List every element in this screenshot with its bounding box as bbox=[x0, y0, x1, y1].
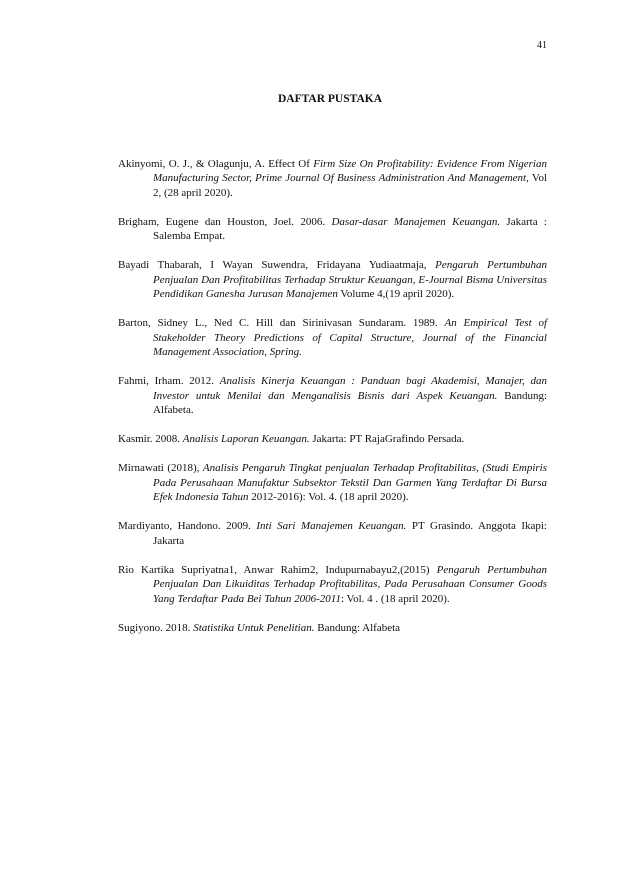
reference-entry bbox=[118, 157, 547, 200]
reference-entry bbox=[118, 461, 547, 504]
reference-title: Pengaruh Pertumbuhan Penjualan Dan Likuiditas Terhadap Profitabilitas, Pada Perusahaan Consumer Goods Yang Terdaftar Pada Bei Tahun 2006-2011 bbox=[153, 563, 547, 605]
reference-title: Analisis Laporan Keuangan. bbox=[182, 433, 310, 446]
reference-text: Akinyomi, O. J., & Olagunju, A. Effect Of bbox=[118, 158, 314, 170]
reference-text: Jakarta: PT RajaGrafindo Persada. bbox=[309, 433, 465, 446]
reference-title: Statistika Untuk Penelitian. bbox=[193, 621, 315, 634]
reference-title: Dasar-dasar Manajemen Keuangan. bbox=[331, 215, 501, 228]
reference-text: Bayadi Thabarah, I Wayan Suwendra, Fridayana Yudiaatmaja, bbox=[118, 259, 436, 272]
reference-text: Rio Kartika Supriyatna1, Anwar Rahim2, Indupurnabayu2,(2015) bbox=[118, 563, 437, 576]
reference-text: Fahmi, Irham. 2012. bbox=[118, 375, 220, 388]
reference-title: An Empirical Test of Stakeholder Theory Predictions of Capital Structure, Journal of the Financial Management Association, Spring. bbox=[153, 317, 548, 358]
reference-list bbox=[118, 157, 547, 650]
reference-entry bbox=[118, 215, 547, 244]
reference-text: Mirnawati (2018), bbox=[118, 462, 203, 475]
reference-text: Bandung: Alfabeta bbox=[314, 621, 401, 634]
reference-entry bbox=[118, 432, 547, 446]
page-number: 41 bbox=[537, 40, 547, 51]
reference-title: Inti Sari Manajemen Keuangan. bbox=[256, 520, 407, 533]
reference-title: Pengaruh Pertumbuhan Penjualan Dan Profitabilitas Terhadap Struktur Keuangan, E-Journal Bisma Universitas Pendidikan Ganesha Jurusan Manajemen bbox=[153, 259, 548, 301]
reference-text: Volume 4,(19 april 2020). bbox=[337, 288, 455, 301]
reference-entry bbox=[118, 316, 547, 359]
reference-text: Mardiyanto, Handono. 2009. bbox=[118, 520, 257, 533]
reference-entry bbox=[118, 519, 547, 548]
reference-text: Bandung: Alfabeta. bbox=[153, 389, 547, 416]
reference-title: Analisis Kinerja Keuangan : Panduan bagi Akademisi, Manajer, dan Investor untuk Menilai dan Menganalisis Bisnis dari Aspek Keuangan. bbox=[153, 375, 547, 402]
reference-text: PT Grasindo. Anggota Ikapi: Jakarta bbox=[153, 520, 547, 547]
reference-text: Barton, Sidney L., Ned C. Hill dan Sirinivasan Sundaram. 1989. bbox=[118, 317, 445, 330]
reference-text: , Vol 2, (28 april 2020). bbox=[153, 172, 548, 199]
reference-title: Firm Size On Profitability: Evidence From Nigerian Manufacturing Sector, Prime Journal Of Business Administration And Management bbox=[153, 158, 547, 185]
reference-text: Kasmir. 2008. bbox=[118, 433, 183, 446]
reference-entry bbox=[118, 563, 547, 606]
reference-text: Brigham, Eugene dan Houston, Joel. 2006. bbox=[118, 215, 332, 228]
reference-entry bbox=[118, 621, 547, 635]
reference-title: Analisis Pengaruh Tingkat penjualan Terhadap Profitabilitas, (Studi Empiris Pada Perusahaan Manufaktur Subsektor Tekstil Dan Garmen Yang Terdaftar Di Bursa Efek Indonesia Tahun bbox=[153, 462, 547, 504]
reference-entry bbox=[118, 374, 547, 417]
reference-text: Sugiyono. 2018. bbox=[118, 621, 194, 634]
reference-text: Jakarta : Salemba Empat. bbox=[153, 215, 547, 243]
page-title: DAFTAR PUSTAKA bbox=[277, 93, 383, 105]
reference-text: 2012-2016): Vol. 4. (18 april 2020). bbox=[248, 491, 409, 504]
reference-text: : Vol. 4 . (18 april 2020). bbox=[340, 592, 450, 605]
reference-entry bbox=[118, 258, 547, 301]
